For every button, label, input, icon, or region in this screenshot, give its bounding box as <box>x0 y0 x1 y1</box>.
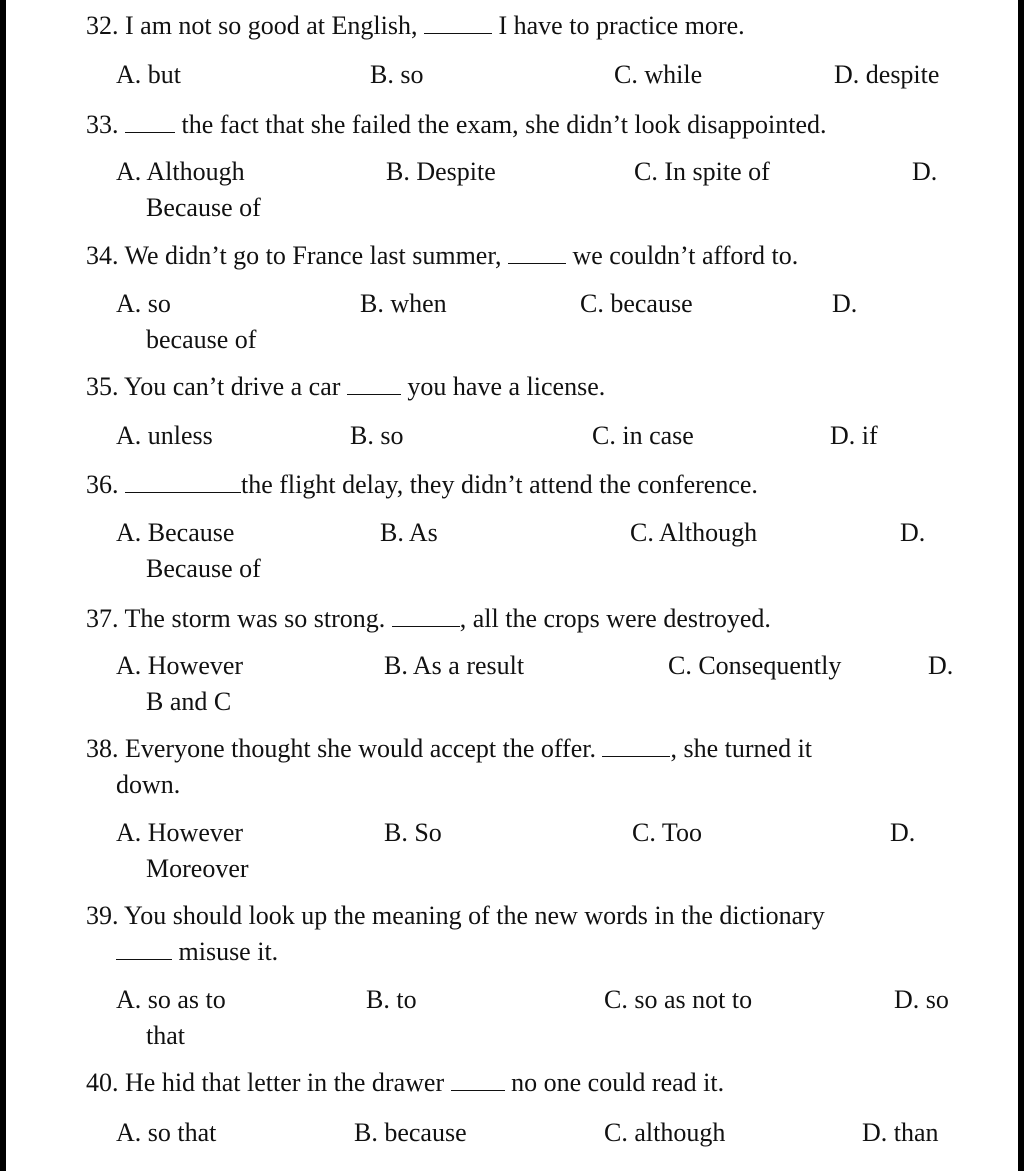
option-d-continued[interactable]: that <box>146 1021 185 1050</box>
option-a[interactable]: A. unless <box>116 421 213 450</box>
option-a[interactable]: A. so <box>116 289 171 318</box>
option-b[interactable]: B. so <box>350 421 404 450</box>
option-d-continued[interactable]: because of <box>146 325 257 354</box>
option-a[interactable]: A. Because <box>116 518 235 547</box>
option-b[interactable]: B. So <box>384 818 442 847</box>
option-d-continued[interactable]: Because of <box>146 554 261 583</box>
option-c[interactable]: C. while <box>614 60 703 89</box>
answer-blank[interactable] <box>125 110 175 133</box>
option-a[interactable]: A. but <box>116 60 181 89</box>
option-c[interactable]: C. because <box>580 289 693 318</box>
option-d-continued[interactable]: B and C <box>146 687 232 716</box>
option-b[interactable]: B. so <box>370 60 424 89</box>
answer-blank[interactable] <box>451 1068 505 1091</box>
question-39-stem-continued: misuse it. <box>116 934 278 970</box>
option-d[interactable]: D. despite <box>834 60 940 89</box>
option-a[interactable]: A. so as to <box>116 985 226 1014</box>
option-d-continued[interactable]: Because of <box>146 193 261 222</box>
option-b[interactable]: B. when <box>360 289 447 318</box>
question-40-stem: 40. He hid that letter in the drawer no one could read it. <box>86 1068 725 1097</box>
question-36-stem: 36. the flight delay, they didn’t attend the conference. <box>86 470 758 499</box>
answer-blank[interactable] <box>424 11 492 34</box>
option-c[interactable]: C. Consequently <box>668 651 842 680</box>
question-39-stem: 39. You should look up the meaning of the new words in the dictionary <box>86 901 825 930</box>
option-d[interactable]: D. <box>912 157 938 186</box>
option-a[interactable]: A. so that <box>116 1118 217 1147</box>
question-33-stem: 33. the fact that she failed the exam, she didn’t look disappointed. <box>86 110 827 139</box>
question-32-stem: 32. I am not so good at English, I have to practice more. <box>86 11 745 40</box>
option-b[interactable]: B. to <box>366 985 417 1014</box>
option-d[interactable]: D. <box>832 289 858 318</box>
option-a[interactable]: A. Although <box>116 157 245 186</box>
option-d[interactable]: D. if <box>830 421 878 450</box>
question-38-stem: 38. Everyone thought she would accept the offer. , she turned it <box>86 734 813 763</box>
left-scan-border <box>0 0 6 1171</box>
option-d[interactable]: D. than <box>862 1118 939 1147</box>
option-d[interactable]: D. so <box>894 985 949 1014</box>
option-c[interactable]: C. Too <box>632 818 702 847</box>
option-c[interactable]: C. Although <box>630 518 758 547</box>
option-d-continued[interactable]: Moreover <box>146 854 249 883</box>
answer-blank[interactable] <box>602 734 670 757</box>
option-c[interactable]: C. in case <box>592 421 694 450</box>
answer-blank[interactable] <box>347 372 401 395</box>
answer-blank[interactable] <box>125 470 241 493</box>
question-35-stem: 35. You can’t drive a car you have a license. <box>86 372 606 401</box>
question-34-stem: 34. We didn’t go to France last summer, we couldn’t afford to. <box>86 241 799 270</box>
option-b[interactable]: B. Despite <box>386 157 496 186</box>
option-d[interactable]: D. <box>890 818 916 847</box>
question-37-stem: 37. The storm was so strong. , all the crops were destroyed. <box>86 604 771 633</box>
option-b[interactable]: B. As a result <box>384 651 525 680</box>
answer-blank[interactable] <box>392 604 460 627</box>
option-d[interactable]: D. <box>928 651 954 680</box>
answer-blank[interactable] <box>116 937 172 960</box>
option-c[interactable]: C. so as not to <box>604 985 753 1014</box>
option-d[interactable]: D. <box>900 518 926 547</box>
answer-blank[interactable] <box>508 241 566 264</box>
option-b[interactable]: B. As <box>380 518 438 547</box>
question-38-stem-continued: down. <box>116 770 181 799</box>
right-scan-border <box>1018 0 1024 1171</box>
option-a[interactable]: A. However <box>116 651 244 680</box>
option-a[interactable]: A. However <box>116 818 244 847</box>
option-c[interactable]: C. In spite of <box>634 157 770 186</box>
option-b[interactable]: B. because <box>354 1118 467 1147</box>
option-c[interactable]: C. although <box>604 1118 726 1147</box>
